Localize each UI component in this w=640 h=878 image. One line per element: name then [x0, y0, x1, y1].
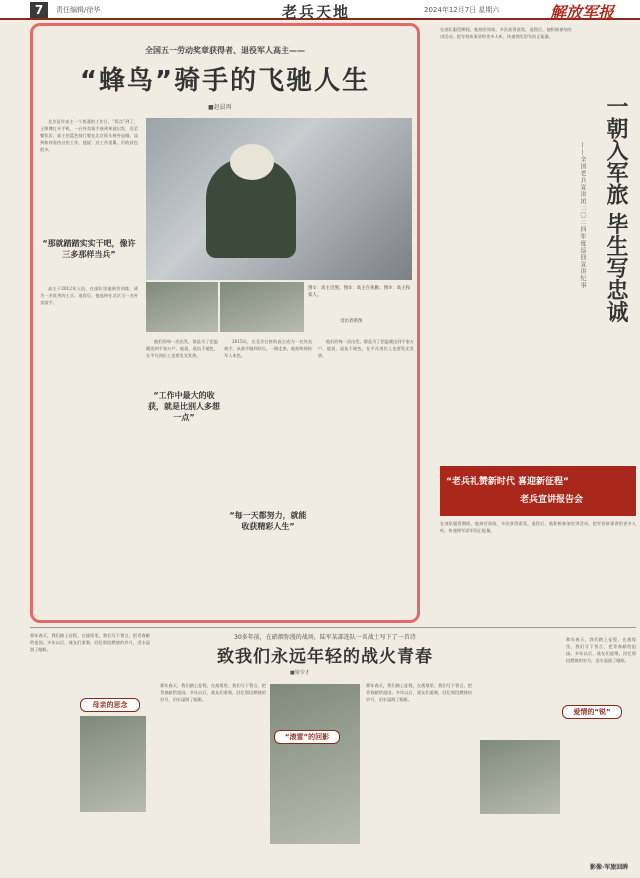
- pullquote-3: “每一天都努力，就能收获精彩人生”: [229, 511, 307, 531]
- bottom-headline: 致我们永远年轻的战火青春: [217, 647, 433, 667]
- newspaper-logo: 解放军报: [550, 3, 615, 22]
- photo-small-1: [146, 282, 218, 332]
- feature-column-3: 2015年，在北京打拼的高主成为一名外卖骑手，从骑手做到站长，一路走来，他始终保持军人本色。: [224, 339, 312, 358]
- bottom-column-right: 那年春天，我们踏上征程。在战壕里，我们写下誓言，把青春献给祖国。多年以后，战友们重聚，回忆那段燃烧的岁月，泪水湿润了眼眶。: [566, 637, 636, 663]
- pullquote-1: “那就踏踏实实干吧，像许三多那样当兵”: [42, 239, 136, 259]
- photo-rider: [146, 118, 412, 280]
- bottom-photo-2: [270, 684, 360, 844]
- sidebar-text: 在部队服役期间，他刻苦训练，多次获得嘉奖。退役后，他积极参加宣讲活动，把军营故事讲给更多人听，传递拥军崇军的正能量。: [440, 27, 572, 39]
- banner-line-2: 老兵宣讲报告会: [520, 495, 584, 505]
- feature-column-4: 他们的每一次出发，都是为了把温暖送到千家万户。他说，退伍不褪色，在平凡岗位上也要发光发热。: [318, 339, 414, 358]
- sidebar-banner: [440, 466, 636, 516]
- feature-column-1b: 高主于2012年入伍，在部队里他刻苦训练，成为一名优秀的士兵。退役后，他选择在北京当一名外卖骑手。: [40, 286, 138, 305]
- photo-credit: 受访者供图: [340, 319, 363, 324]
- helmet-shape: [230, 144, 274, 180]
- banner-line-1: “老兵礼赞新时代 喜迎新征程”: [446, 477, 569, 487]
- feature-column-2: 他们的每一次出发，都是为了把温暖送到千家万户。他说，退伍不褪色，在平凡岗位上也要发光发热。: [146, 339, 218, 358]
- label-thunder: “滚雷”的回影: [274, 730, 340, 744]
- feature-headline: “蜂鸟”骑手的飞驰人生: [79, 66, 371, 96]
- sidebar-text-2: 在部队服役期间，他刻苦训练，多次获得嘉奖。退役后，他积极参加宣讲活动，把军营故事讲给更多人听，传递拥军崇军的正能量。: [440, 521, 636, 533]
- bottom-column-3: 那年春天，我们踏上征程。在战壕里，我们写下誓言，把青春献给祖国。多年以后，战友们重聚，回忆那段燃烧的岁月，泪水湿润了眼眶。: [366, 683, 472, 702]
- bottom-photo-3: [480, 740, 560, 814]
- bottom-photo-1: [80, 716, 146, 812]
- issue-date: 2024年12月7日 星期六: [424, 6, 500, 14]
- bottom-column-left: 那年春天，我们踏上征程。在战壕里，我们写下誓言，把青春献给祖国。多年以后，战友们重聚，回忆那段燃烧的岁月，泪水湿润了眼眶。: [30, 633, 150, 652]
- bottom-byline: ■梁令才: [290, 670, 310, 676]
- feature-column-1: 北京是许高主一个普通的工作日，“饭点”到了，王师傅打开手机，一台外卖骑手接到单就出发，送至餐饮店，高主的蓝色骑行服在北京街头格外显眼。谈到如何看待这份工作，他说：这工作很累，但收获也很多。: [40, 119, 138, 152]
- footer-tag: 影像·军旅回眸: [590, 864, 629, 871]
- sidebar-title: 一朝入军旅 毕生写忠诚: [603, 95, 628, 323]
- sidebar-subtitle: ——全国老兵宣讲团二〇二四年度巡回宣讲纪事: [579, 142, 586, 289]
- photo-caption: 图①：高主近照。图②：高主在执勤。图③：高主和家人。: [308, 286, 411, 298]
- bottom-kicker: 30多年前，在硝烟弥漫的战场，陆军某部连队一名战士写下了一首诗: [234, 634, 416, 641]
- bottom-column-2: 那年春天，我们踏上征程。在战壕里，我们写下誓言，把青春献给祖国。多年以后，战友们重聚，回忆那段燃烧的岁月，泪水湿润了眼眶。: [160, 683, 266, 702]
- label-mother: 母亲的思念: [80, 698, 140, 712]
- feature-kicker: 全国五一劳动奖章获得者、退役军人高主——: [145, 46, 305, 55]
- masthead: [0, 0, 640, 20]
- photo-small-2: [220, 282, 304, 332]
- section-title: 老兵天地: [282, 3, 351, 21]
- divider: [30, 627, 636, 628]
- label-love: 爱情的“锐”: [562, 705, 622, 719]
- page-number: 7: [30, 2, 48, 18]
- pullquote-2: “工作中最大的收获，就是比别人多想一点”: [148, 391, 220, 422]
- editor-credit: 责任编辑/徐华: [56, 6, 101, 14]
- feature-byline: ■赵晨再: [208, 104, 232, 111]
